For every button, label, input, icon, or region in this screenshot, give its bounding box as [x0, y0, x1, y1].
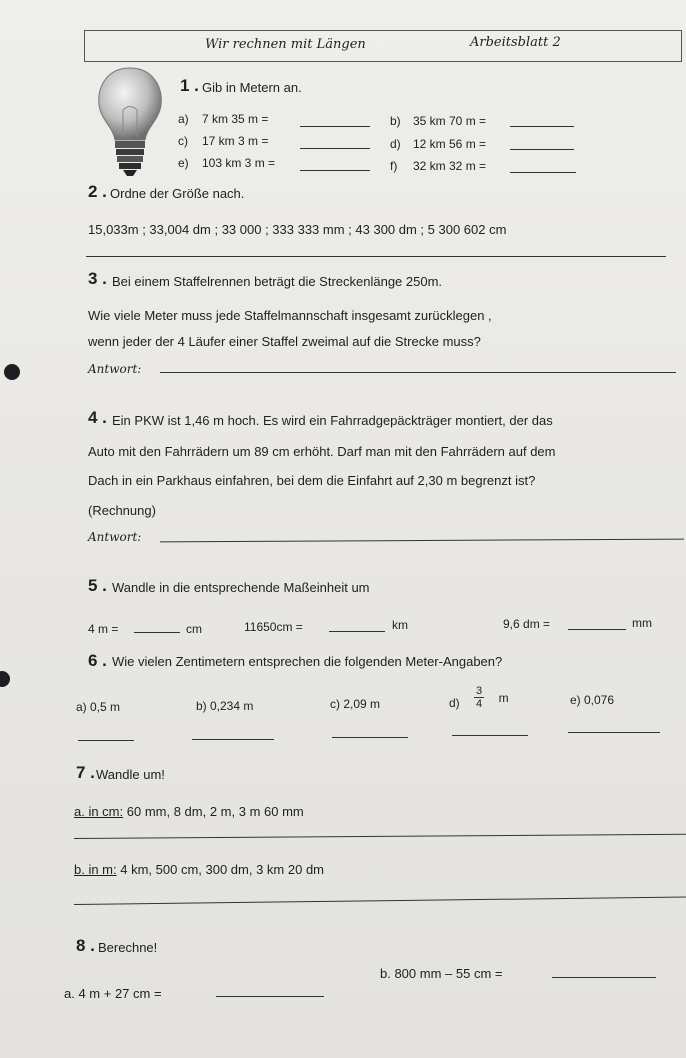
- task6-e-answer-line[interactable]: [568, 732, 660, 733]
- task5-item3-unit: mm: [632, 616, 652, 630]
- task1-a-label: a): [178, 112, 189, 126]
- task1-f-answer-line[interactable]: [510, 172, 576, 173]
- task5-item1-answer-line[interactable]: [134, 632, 180, 633]
- task1-a-expr: 7 km 35 m =: [202, 112, 269, 126]
- task4-calc-label: (Rechnung): [88, 503, 156, 518]
- task7-b: [74, 862, 324, 877]
- task6-item-e: e) 0,076: [570, 693, 615, 707]
- task6-b-answer-line[interactable]: [192, 739, 274, 740]
- task7-b-values: 4 km, 500 cm, 300 dm, 3 km 20 dm: [120, 862, 324, 877]
- task5-item3-expr: 9,6 dm =: [503, 617, 551, 631]
- task2-values: 15,033m ; 33,004 dm ; 33 000 ; 333 333 mm ; 43 300 dm ; 5 300 602 cm: [88, 222, 507, 237]
- task7-a: [74, 804, 304, 819]
- task6-fraction: [474, 685, 509, 710]
- task1-e-answer-line[interactable]: [300, 170, 370, 171]
- task8-a-expr: a. 4 m + 27 cm =: [64, 986, 162, 1001]
- task1-b-label: b): [390, 114, 401, 128]
- task1-c-answer-line[interactable]: [300, 148, 370, 149]
- task6-d-answer-line[interactable]: [452, 735, 528, 736]
- task5-item2-expr: 11650cm =: [244, 620, 303, 634]
- task3-answer-line[interactable]: [160, 372, 676, 373]
- task7-a-label: a. in cm:: [74, 804, 124, 819]
- task2-number: 2 .: [88, 182, 107, 201]
- task1-a-answer-line[interactable]: [300, 126, 370, 127]
- task5-item3-answer-line[interactable]: [568, 629, 626, 630]
- task1-title: Gib in Metern an.: [202, 80, 302, 95]
- fraction-denominator: 4: [476, 698, 483, 710]
- fraction-unit: m: [498, 690, 509, 705]
- task6-item-a: a) 0,5 m: [76, 700, 121, 714]
- task2-title: Ordne der Größe nach.: [110, 186, 245, 201]
- worksheet-number: Arbeitsblatt 2: [470, 35, 561, 50]
- task5-title: Wandle in die entsprechende Maßeinheit um: [112, 580, 370, 595]
- task1-d-answer-line[interactable]: [510, 149, 574, 150]
- worksheet-title: Wir rechnen mit Längen: [205, 37, 366, 52]
- task7-b-answer-line[interactable]: [74, 897, 686, 905]
- light-bulb-icon: [95, 65, 165, 180]
- task6-item-d: d): [449, 696, 460, 710]
- task8-a-answer-line[interactable]: [216, 996, 324, 997]
- task2-answer-line[interactable]: [86, 256, 666, 257]
- task6-a-answer-line[interactable]: [78, 740, 134, 741]
- task1-f-label: f): [390, 159, 398, 173]
- task5-item2-unit: km: [392, 618, 408, 632]
- task7-a-values: 60 mm, 8 dm, 2 m, 3 m 60 mm: [126, 804, 304, 819]
- task7-b-label: b. in m:: [74, 862, 117, 877]
- task1-b-answer-line[interactable]: [510, 126, 574, 127]
- task7-number: 7 .: [76, 763, 95, 782]
- task1-d-label: d): [390, 137, 401, 151]
- task8-number: 8 .: [76, 936, 95, 955]
- task1-c-label: c): [178, 134, 188, 148]
- task6-c-answer-line[interactable]: [332, 737, 408, 738]
- task6-item-b: b) 0,234 m: [196, 699, 254, 713]
- task1-b-expr: 35 km 70 m =: [413, 114, 487, 128]
- task1-e-expr: 103 km 3 m =: [202, 156, 276, 170]
- task5-item1-expr: 4 m =: [88, 622, 119, 636]
- task3-number: 3 .: [88, 269, 107, 288]
- task8-b-expr: b. 800 mm – 55 cm =: [380, 966, 503, 981]
- task5-item2-answer-line[interactable]: [329, 631, 385, 632]
- task5-number: 5 .: [88, 576, 107, 595]
- fraction-numerator: 3: [476, 685, 483, 697]
- task7-a-answer-line[interactable]: [74, 834, 686, 839]
- task3-title: Bei einem Staffelrennen beträgt die Streckenlänge 250m.: [112, 274, 443, 289]
- task6-title: Wie vielen Zentimetern entsprechen die folgenden Meter-Angaben?: [112, 654, 503, 669]
- task4-answer-label: Antwort:: [88, 530, 142, 544]
- task6-number: 6 .: [88, 651, 107, 670]
- task1-c-expr: 17 km 3 m =: [202, 134, 269, 148]
- task6-item-c: c) 2,09 m: [330, 697, 381, 711]
- task7-title: Wandle um!: [96, 767, 165, 782]
- task4-line2: Auto mit den Fahrrädern um 89 cm erhöht. Darf man mit den Fahrrädern auf dem: [88, 444, 556, 459]
- punch-hole: [0, 671, 10, 687]
- task4-number: 4 .: [88, 408, 107, 427]
- task4-line1: Ein PKW ist 1,46 m hoch. Es wird ein Fahrradgepäckträger montiert, der das: [112, 413, 553, 428]
- task4-line3: Dach in ein Parkhaus einfahren, bei dem die Einfahrt auf 2,30 m begrenzt ist?: [88, 473, 536, 488]
- task8-title: Berechne!: [98, 940, 158, 955]
- task1-number: 1 .: [180, 76, 199, 95]
- task3-question-line1: Wie viele Meter muss jede Staffelmannschaft insgesamt zurücklegen ,: [88, 308, 492, 323]
- task1-e-label: e): [178, 156, 189, 170]
- task3-question-line2: wenn jeder der 4 Läufer einer Staffel zweimal auf die Strecke muss?: [88, 334, 481, 349]
- punch-hole: [4, 364, 20, 380]
- task3-answer-label: Antwort:: [88, 362, 142, 376]
- task1-d-expr: 12 km 56 m =: [413, 137, 487, 151]
- task8-b-answer-line[interactable]: [552, 977, 656, 978]
- task5-item1-unit: cm: [186, 622, 202, 636]
- header-box: [84, 30, 682, 62]
- task1-f-expr: 32 km 32 m =: [413, 159, 487, 173]
- task4-answer-line[interactable]: [160, 539, 684, 543]
